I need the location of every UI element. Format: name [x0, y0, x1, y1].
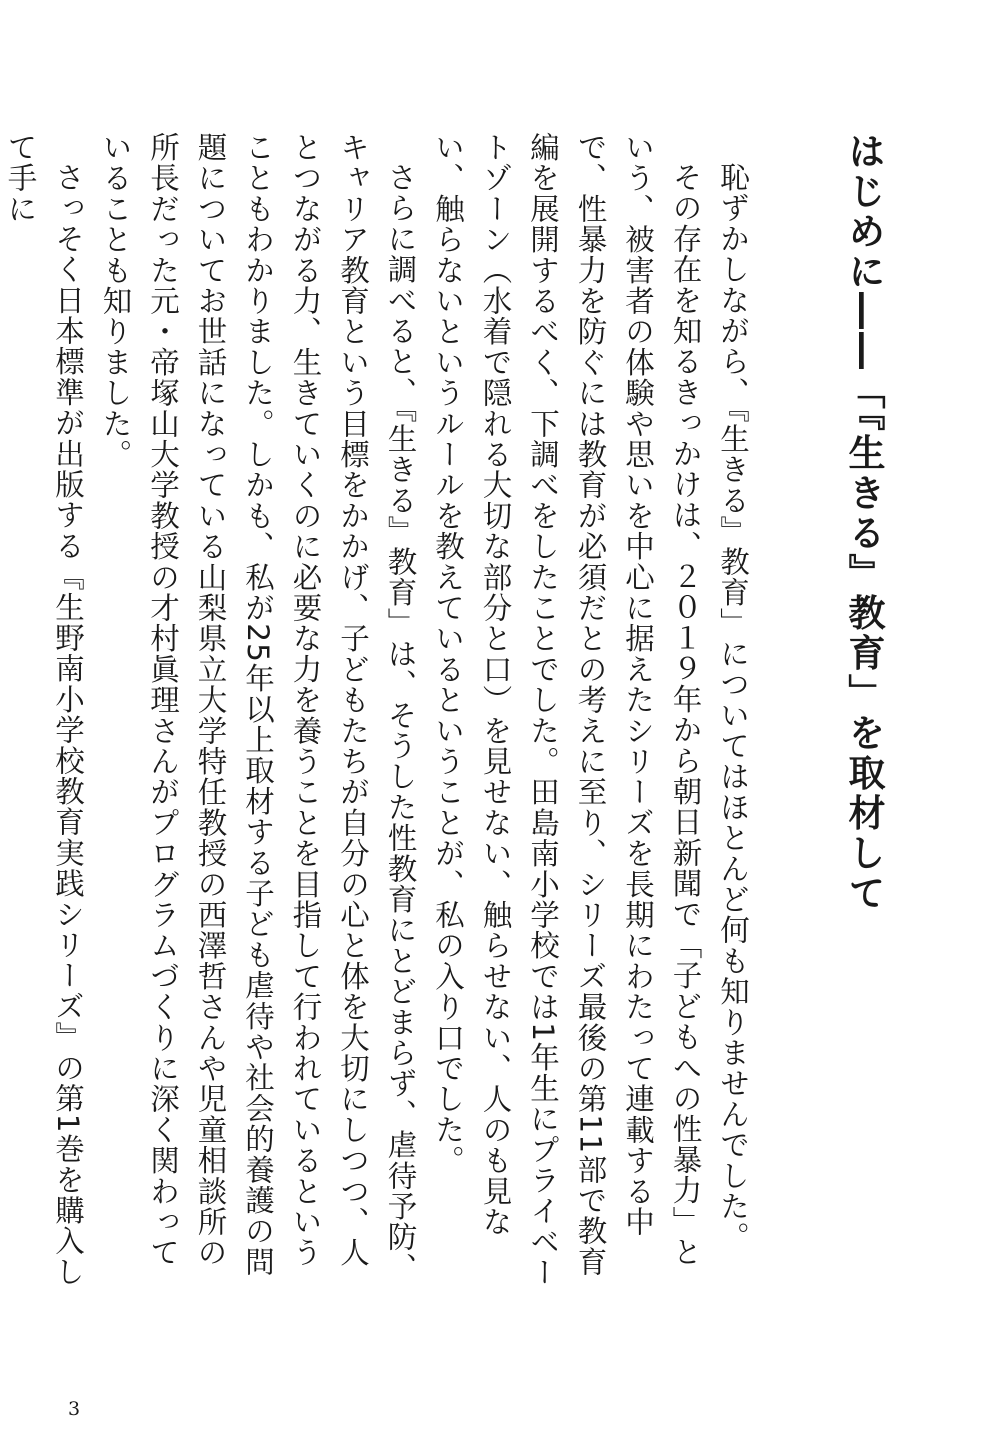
chapter-title: はじめに――「『生きる』教育」を取材して [842, 132, 885, 914]
paragraph-3: さらに調べると、『生きる』教育」は、そうした性教育にとどまらず、虐待予防、キャリア教育という目標をかかげ、子どもたちが自分の心と体を大切にしつつ、人とつながる力、生きていくのに必要な力を養うことを目指して行われているということもわかりました。しかも、私が25年以上取材する子ども虐待や社会的養護の問題についてお世話になっている山梨県立大学特任教授の西澤哲さんや児童相談所の所長だった元・帝塚山大学教授の才村眞理さんがプログラムづくりに深く関わっていることも知りました。 [98, 132, 418, 1283]
page-number: 3 [68, 1398, 81, 1420]
paragraph-1: 恥ずかしながら、『生きる』教育」についてはほとんど何も知りませんでした。 [716, 161, 750, 1252]
paragraph-2: その存在を知るきっかけは、２０１９年から朝日新聞で「子どもへの性暴力」という、被害者の体験や思いを中心に据えたシリーズを長期にわたって連載する中で、性暴力を防ぐには教育が必須だとの考えに至り、シリーズ最後の第11部で教育編を展開するべく、下調べをしたことでした。田島南小学校では1年生にプライベートゾーン（水着で隠れる大切な部分と口）を見せない、触らせない、人のも見ない、触らないというルールを教えているということが、私の入り口でした。 [431, 132, 703, 1288]
paragraph-4: さっそく日本標準が出版する『生野南小学校教育実践シリーズ』の第1巻を購入して手に [3, 132, 85, 1287]
body-text [3, 132, 756, 1292]
